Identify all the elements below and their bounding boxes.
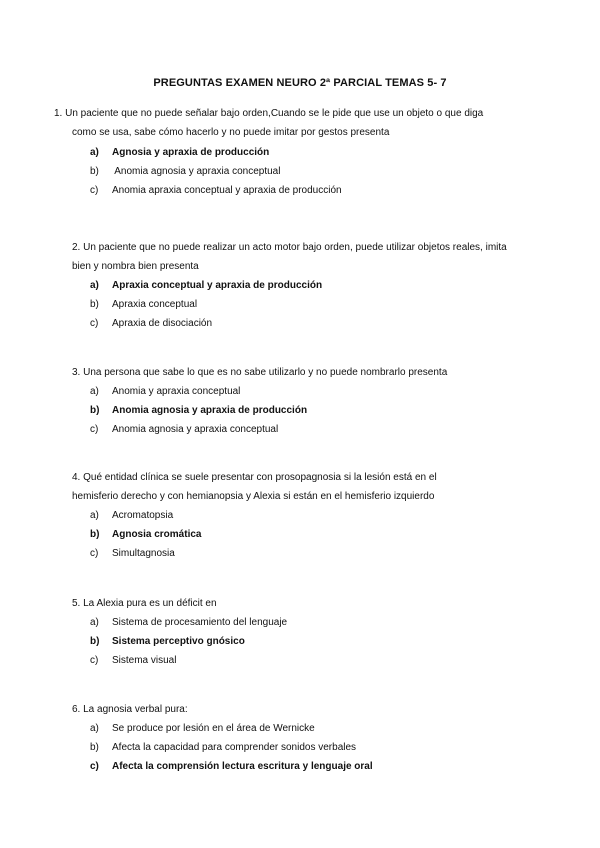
option-letter: b) bbox=[90, 166, 99, 177]
option-text: Acromatopsia bbox=[112, 510, 174, 521]
option-text: Sistema perceptivo gnósico bbox=[112, 636, 245, 647]
option-letter: c) bbox=[90, 424, 99, 435]
question-text-line: 1. Un paciente que no puede señalar bajo orden,Cuando se le pide que use un objeto o que diga bbox=[54, 108, 484, 119]
option-text: Apraxia conceptual y apraxia de producción bbox=[112, 280, 323, 291]
option-letter: a) bbox=[90, 723, 99, 734]
option-text: Agnosia y apraxia de producción bbox=[112, 147, 270, 158]
answer-option-a bbox=[90, 386, 240, 398]
answer-option-a bbox=[90, 723, 315, 735]
page-title: PREGUNTAS EXAMEN NEURO 2ª PARCIAL TEMAS 5- 7 bbox=[153, 77, 447, 89]
option-letter: b) bbox=[90, 529, 100, 540]
option-text: Anomia apraxia conceptual y apraxia de producción bbox=[112, 185, 342, 196]
answer-option-b bbox=[90, 742, 356, 754]
question-text-line: 5. La Alexia pura es un déficit en bbox=[72, 598, 217, 609]
answer-option-c bbox=[90, 185, 342, 197]
option-text: Anomia agnosia y apraxia conceptual bbox=[112, 424, 279, 435]
question-text-line: 2. Un paciente que no puede realizar un acto motor bajo orden, puede utilizar objetos reales, imita bbox=[72, 242, 507, 253]
answer-option-b bbox=[90, 636, 245, 648]
option-letter: a) bbox=[90, 280, 99, 291]
answer-option-b bbox=[90, 299, 197, 311]
option-letter: c) bbox=[90, 655, 99, 666]
answer-option-b bbox=[90, 405, 307, 417]
question-text-line: 4. Qué entidad clínica se suele presentar con prosopagnosia si la lesión está en el bbox=[72, 472, 437, 483]
question-text-line: bien y nombra bien presenta bbox=[72, 261, 199, 272]
option-letter: a) bbox=[90, 147, 99, 158]
option-letter: b) bbox=[90, 405, 100, 416]
question-text-line: 3. Una persona que sabe lo que es no sabe utilizarlo y no puede nombrarlo presenta bbox=[72, 367, 448, 378]
option-text: Apraxia de disociación bbox=[112, 318, 213, 329]
option-letter: b) bbox=[90, 636, 100, 647]
option-letter: b) bbox=[90, 742, 99, 753]
answer-option-a bbox=[90, 617, 287, 629]
answer-option-c bbox=[90, 548, 175, 560]
option-letter: a) bbox=[90, 386, 99, 397]
option-text: Afecta la comprensión lectura escritura y lenguaje oral bbox=[112, 761, 373, 772]
option-text: Anomia y apraxia conceptual bbox=[112, 386, 241, 397]
option-letter: a) bbox=[90, 617, 99, 628]
answer-option-c bbox=[90, 655, 176, 667]
answer-option-a bbox=[90, 147, 269, 159]
option-text: Apraxia conceptual bbox=[112, 299, 198, 310]
option-text: Afecta la capacidad para comprender sonidos verbales bbox=[112, 742, 357, 753]
answer-option-c bbox=[90, 318, 212, 330]
question-text-line: 6. La agnosia verbal pura: bbox=[72, 704, 188, 715]
answer-option-a bbox=[90, 510, 173, 522]
question-text-line: como se usa, sabe cómo hacerlo y no puede imitar por gestos presenta bbox=[72, 127, 390, 138]
answer-option-c bbox=[90, 761, 373, 773]
option-letter: b) bbox=[90, 299, 99, 310]
answer-option-c bbox=[90, 424, 278, 436]
option-text: Sistema visual bbox=[112, 655, 177, 666]
option-letter: c) bbox=[90, 318, 99, 329]
option-text: Sistema de procesamiento del lenguaje bbox=[112, 617, 288, 628]
option-letter: c) bbox=[90, 185, 99, 196]
option-letter: c) bbox=[90, 761, 99, 772]
option-text: Simultagnosia bbox=[112, 548, 175, 559]
option-letter: a) bbox=[90, 510, 99, 521]
option-text: Anomia agnosia y apraxia conceptual bbox=[112, 166, 281, 177]
answer-option-a bbox=[90, 280, 322, 292]
answer-option-b bbox=[90, 166, 280, 178]
option-text: Agnosia cromática bbox=[112, 529, 202, 540]
option-text: Se produce por lesión en el área de Wernicke bbox=[112, 723, 315, 734]
option-letter: c) bbox=[90, 548, 99, 559]
answer-option-b bbox=[90, 529, 201, 541]
option-text: Anomia agnosia y apraxia de producción bbox=[112, 405, 308, 416]
question-text-line: hemisferio derecho y con hemianopsia y Alexia si están en el hemisferio izquierdo bbox=[72, 491, 435, 502]
